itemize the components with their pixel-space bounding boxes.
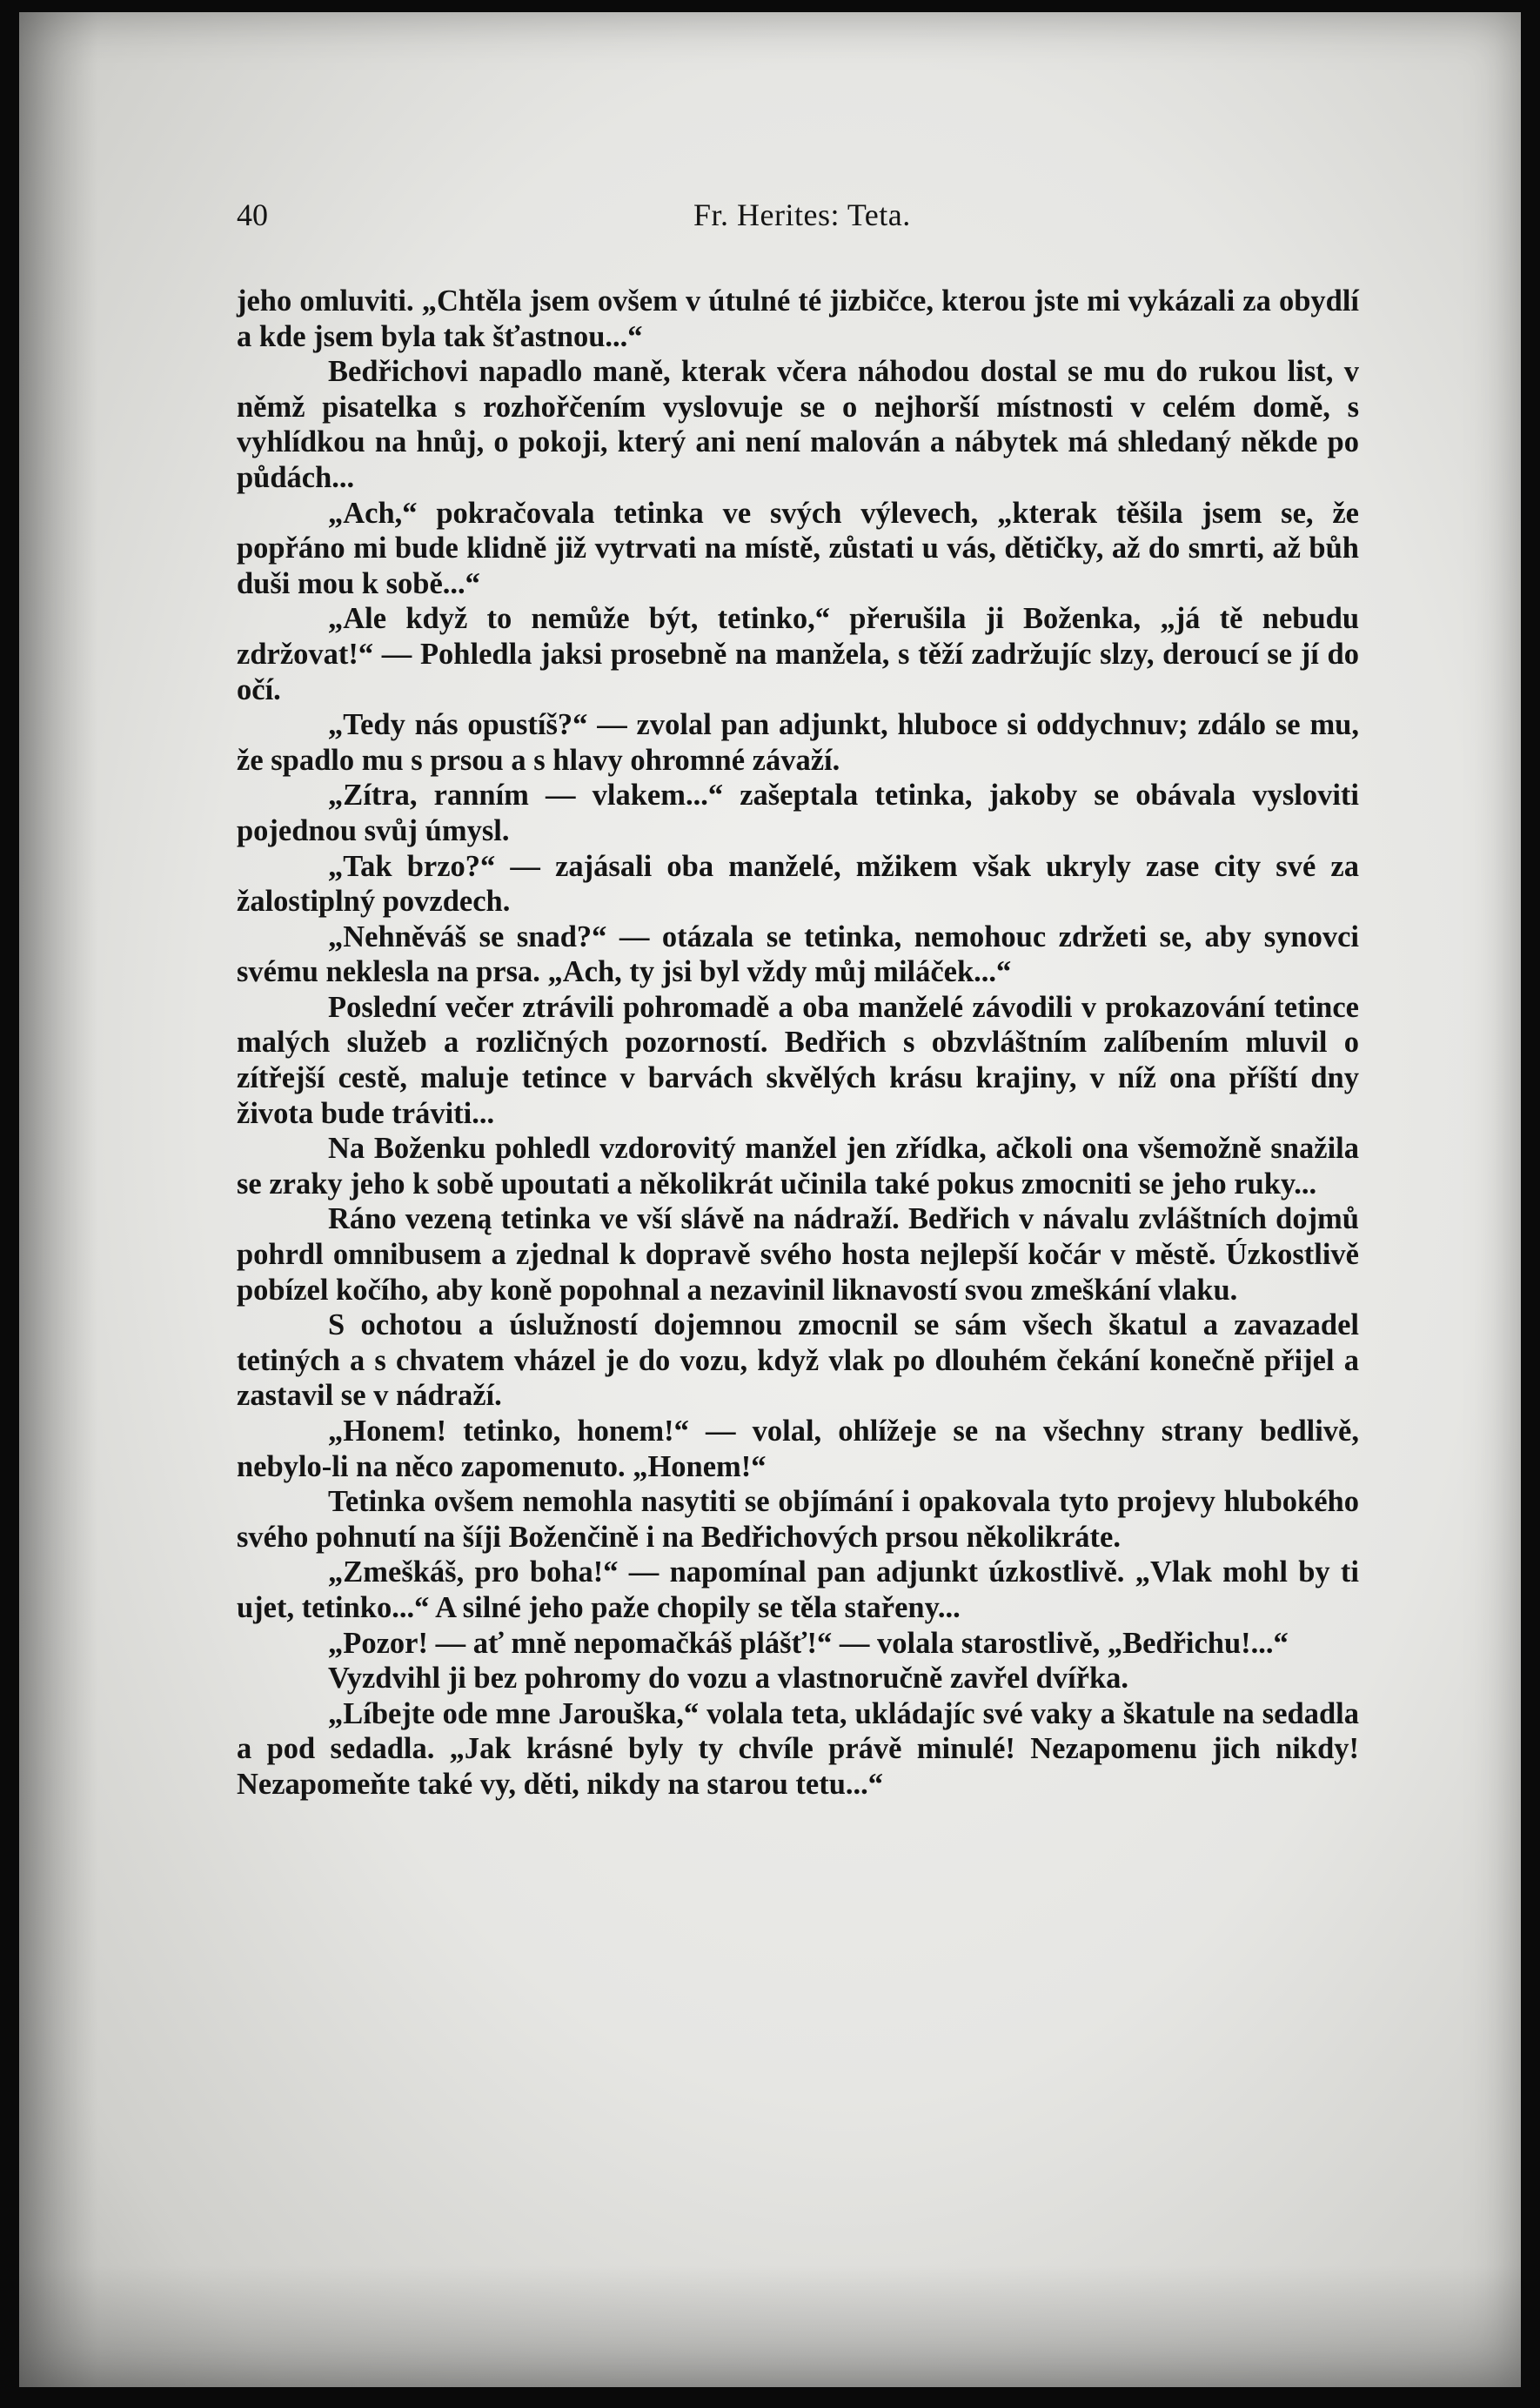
- paragraph: Vyzdvihl ji bez pohromy do vozu a vlastnoručně zavřel dvířka.: [328, 1662, 1129, 1696]
- paragraph: „Pozor! — ať mně nepomačkáš plášť!“ — volala starostlivě, „Bedřichu!...“: [328, 1626, 1289, 1660]
- paragraph: jeho omluviti. „Chtěla jsem ovšem v útulné té jizbičce, kterou jste mi vykázali za obydlí a kde jsem byla tak šťastnou...“: [237, 284, 1359, 353]
- paragraph: „Honem! tetinko, honem!“ — volal, ohlížeje se na všechny strany bedlivě, nebylo-li na něco zapomenuto. „Honem!“: [237, 1415, 1359, 1483]
- body-text: [237, 284, 1359, 1803]
- paragraph: Na Boženku pohledl vzdorovitý manžel jen zřídka, ačkoli ona všemožně snažila se zraky jeho k sobě upoutati a několikrát učinila také pokus zmocniti se jeho ruky...: [237, 1132, 1359, 1201]
- paragraph: S ochotou a úslužností dojemnou zmocnil se sám všech škatul a zavazadel tetiných a s chvatem vházel je do vozu, když vlak po dlouhém čekání konečně přijel a zastavil se v nádraží.: [237, 1308, 1359, 1413]
- book-page: [19, 12, 1521, 2387]
- running-head: [237, 186, 1321, 238]
- paragraph: „Zmeškáš, pro boha!“ — napomínal pan adjunkt úzkostlivě. „Vlak mohl by ti ujet, tetinko...“ A silné jeho paže chopily se těla stařeny...: [237, 1555, 1359, 1624]
- paragraph: Tetinka ovšem nemohla nasytiti se objímání i opakovala tyto projevy hlubokého svého pohnutí na šíji Boženčině i na Bedřichových prsou několikráte.: [237, 1485, 1359, 1554]
- paragraph: „Tak brzo?“ — zajásali oba manželé, mžikem však ukryly zase city své za žalostiplný povzdech.: [237, 849, 1359, 919]
- paragraph: Bedřichovi napadlo maně, kterak včera náhodou dostal se mu do rukou list, v němž pisatelka s rozhořčením vyslovuje se o nejhorší místnosti v celém domě, s vyhlídkou na hnůj, o pokoji, který ani není malován a nábytek má shledaný někde po půdách...: [237, 355, 1359, 494]
- page-number: 40: [237, 197, 268, 232]
- paragraph: „Tedy nás opustíš?“ — zvolal pan adjunkt, hluboce si oddychnuv; zdálo se mu, že spadlo mu s prsou a s hlavy ohromné závaží.: [237, 708, 1359, 777]
- paragraph: „Líbejte ode mne Jarouška,“ volala teta, ukládajíc své vaky a škatule na sedadla a pod sedadla. „Jak krásné byly ty chvíle právě minulé! Nezapomenu jich nikdy! Nezapomeňte také vy, děti, nikdy na starou tetu...“: [237, 1696, 1359, 1801]
- running-title: Fr. Herites: Teta.: [693, 197, 911, 232]
- paragraph: Poslední večer ztrávili pohromadě a oba manželé závodili v prokazování tetince malých služeb a rozličných pozorností. Bedřich s obzvláštním zalíbením mluvil o zítřejší cestě, maluje tetince v barvách skvělých krásu krajiny, v níž ona příští dny života bude tráviti...: [237, 990, 1359, 1130]
- paragraph: Ráno vezeną tetinka ve vší slávě na nádraží. Bedřich v návalu zvláštních dojmů pohrdl omnibusem a zjednal k dopravě svého hosta nejlepší kočár v městě. Úzkostlivě pobízel kočího, aby koně popohnal a nezavinil liknavostí svou zmeškání vlaku.: [237, 1202, 1359, 1307]
- paragraph: „Zítra, ranním — vlakem...“ zašeptala tetinka, jakoby se obávala vysloviti pojednou svůj úmysl.: [237, 779, 1359, 847]
- paragraph: „Ach,“ pokračovala tetinka ve svých výlevech, „kterak těšila jsem se, že popřáno mi bude klidně již vytrvati na místě, zůstati u vás, dětičky, až do smrti, až bůh duši mou k sobě...“: [237, 496, 1359, 600]
- paragraph: „Ale když to nemůže být, tetinko,“ přerušila ji Boženka, „já tě nebudu zdržovat!“ — Pohledla jaksi prosebně na manžela, s těží zadržujíc slzy, deroucí se jí do očí.: [237, 602, 1359, 706]
- paragraph: „Nehněváš se snad?“ — otázala se tetinka, nemohouc zdržeti se, aby synovci svému neklesla na prsa. „Ach, ty jsi byl vždy můj miláček...“: [237, 920, 1359, 989]
